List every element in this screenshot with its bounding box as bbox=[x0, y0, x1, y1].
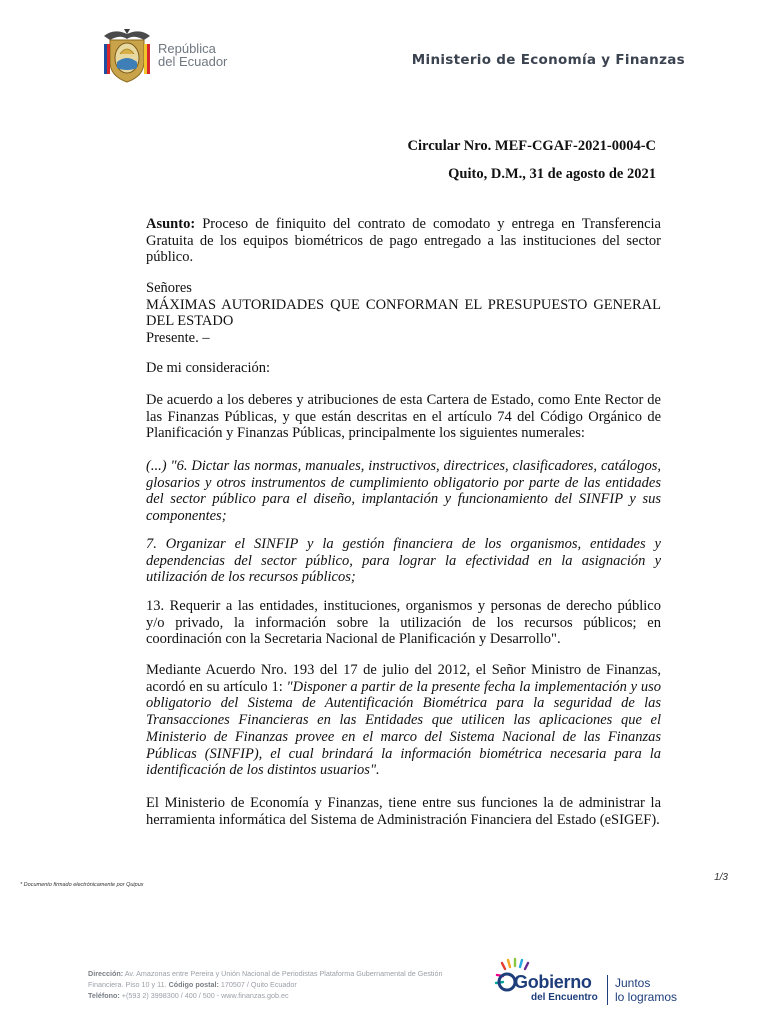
direccion-label: Dirección: bbox=[88, 969, 124, 978]
gobierno-wordmark: Gobierno bbox=[514, 972, 592, 992]
addressee-block bbox=[146, 280, 661, 347]
subject-paragraph bbox=[146, 216, 661, 266]
subject-label: Asunto: bbox=[146, 216, 196, 232]
circular-number: Circular Nro. MEF-CGAF-2021-0004-C bbox=[407, 138, 656, 154]
ecuador-coat-of-arms-logo bbox=[100, 26, 154, 84]
postal-code-text: 170507 / Quito Ecuador bbox=[218, 980, 297, 989]
phone-label: Teléfono: bbox=[88, 991, 120, 1000]
phone-text: +(593 2) 3998300 / 400 / 500 - www.finanzas.gob.ec bbox=[119, 991, 289, 1000]
recipients: MÁXIMAS AUTORIDADES QUE CONFORMAN EL PRESUPUESTO GENERAL DEL ESTADO bbox=[146, 296, 661, 330]
greeting: De mi consideración: bbox=[146, 360, 271, 376]
postal-code-label: Código postal: bbox=[166, 980, 219, 989]
juntos-lo-logramos-slogan bbox=[615, 976, 677, 1004]
acuerdo-quote: "Disponer a partir de la presente fecha la implementación y uso obligatorio del Sistema de Autentificación Biométrica para la seguridad de las Transacciones Financieras en las Entidades que utilicen las aplicaciones que el Ministerio de Finanzas provee en el marco del Sistema Nacional de las Finanzas Públicas (SINFIP), el cual brindará la información biométrica necesaria para la identificación de los distintos usuarios". bbox=[146, 678, 662, 779]
quote-numeral-6: (...) "6. Dictar las normas, manuales, instructivos, directrices, clasificadores, catálogos, glosarios y otros instrumentos de cumplimiento obligatorio por parte de las entidades del sector público para el diseño, implantación y funcionamiento del SINFIP y sus componentes; bbox=[146, 458, 661, 525]
footer-divider bbox=[607, 975, 608, 1005]
date-line: Quito, D.M., 31 de agosto de 2021 bbox=[448, 166, 656, 182]
salutation: Señores bbox=[146, 280, 192, 296]
republica-del-ecuador-wordmark bbox=[158, 42, 227, 68]
paragraph-esigef: El Ministerio de Economía y Finanzas, tiene entre sus funciones la de administrar la herramienta informática del Sistema de Administración Financiera del Estado (eSIGEF). bbox=[146, 795, 661, 828]
quote-numeral-7: 7. Organizar el SINFIP y la gestión financiera de los organismos, entidades y dependencias del sector público, para lograr la efectividad en la asignación y utilización de los recursos públicos; bbox=[146, 536, 661, 586]
quote-numeral-13: 13. Requerir a las entidades, instituciones, organismos y personas de derecho público y/o privado, la información sobre la utilización de los recursos públicos; en coordinación con la Secretaria Nacional de Planificación y Desarrollo". bbox=[146, 598, 661, 648]
ministry-title: Ministerio de Economía y Finanzas bbox=[411, 52, 685, 68]
subject-text: Proceso de finiquito del contrato de comodato y entrega en Transferencia Gratuita de los equipos biométricos de pago entregado a las instituciones del sector público. bbox=[146, 216, 661, 266]
republic-line-1: República bbox=[158, 41, 216, 56]
del-encuentro-wordmark: del Encuentro bbox=[531, 992, 598, 1003]
slogan-line-1: Juntos bbox=[615, 976, 651, 990]
footer-address-line bbox=[88, 968, 468, 990]
paragraph-acuerdo-193 bbox=[146, 662, 661, 779]
page-number: 1/3 bbox=[714, 872, 728, 883]
acuerdo-intro: Mediante Acuerdo Nro. 193 del 17 de julio del 2012, el Señor Ministro de Finanzas, acordó en su artículo 1: bbox=[146, 662, 661, 695]
slogan-line-2: lo logramos bbox=[615, 990, 678, 1004]
republic-line-2: del Ecuador bbox=[158, 54, 228, 69]
footer-phone-line bbox=[88, 990, 468, 1001]
paragraph-legal-basis: De acuerdo a los deberes y atribuciones de esta Cartera de Estado, como Ente Rector de las Finanzas Públicas, y que están descritas en el artículo 74 del Código Orgánico de Planificación y Finanzas Públicas, principalmente los siguientes numerales: bbox=[146, 392, 661, 442]
presente: Presente. – bbox=[146, 330, 210, 347]
electronic-signature-note: * Documento firmado electrónicamente por Quipux bbox=[20, 882, 144, 888]
footer-address bbox=[88, 968, 468, 1001]
direccion-text: Av. Amazonas entre Pereira y Unión Nacional de Periodistas Plataforma Gubernamental de Gestión Financiera. Piso 10 y 11. bbox=[88, 969, 443, 989]
